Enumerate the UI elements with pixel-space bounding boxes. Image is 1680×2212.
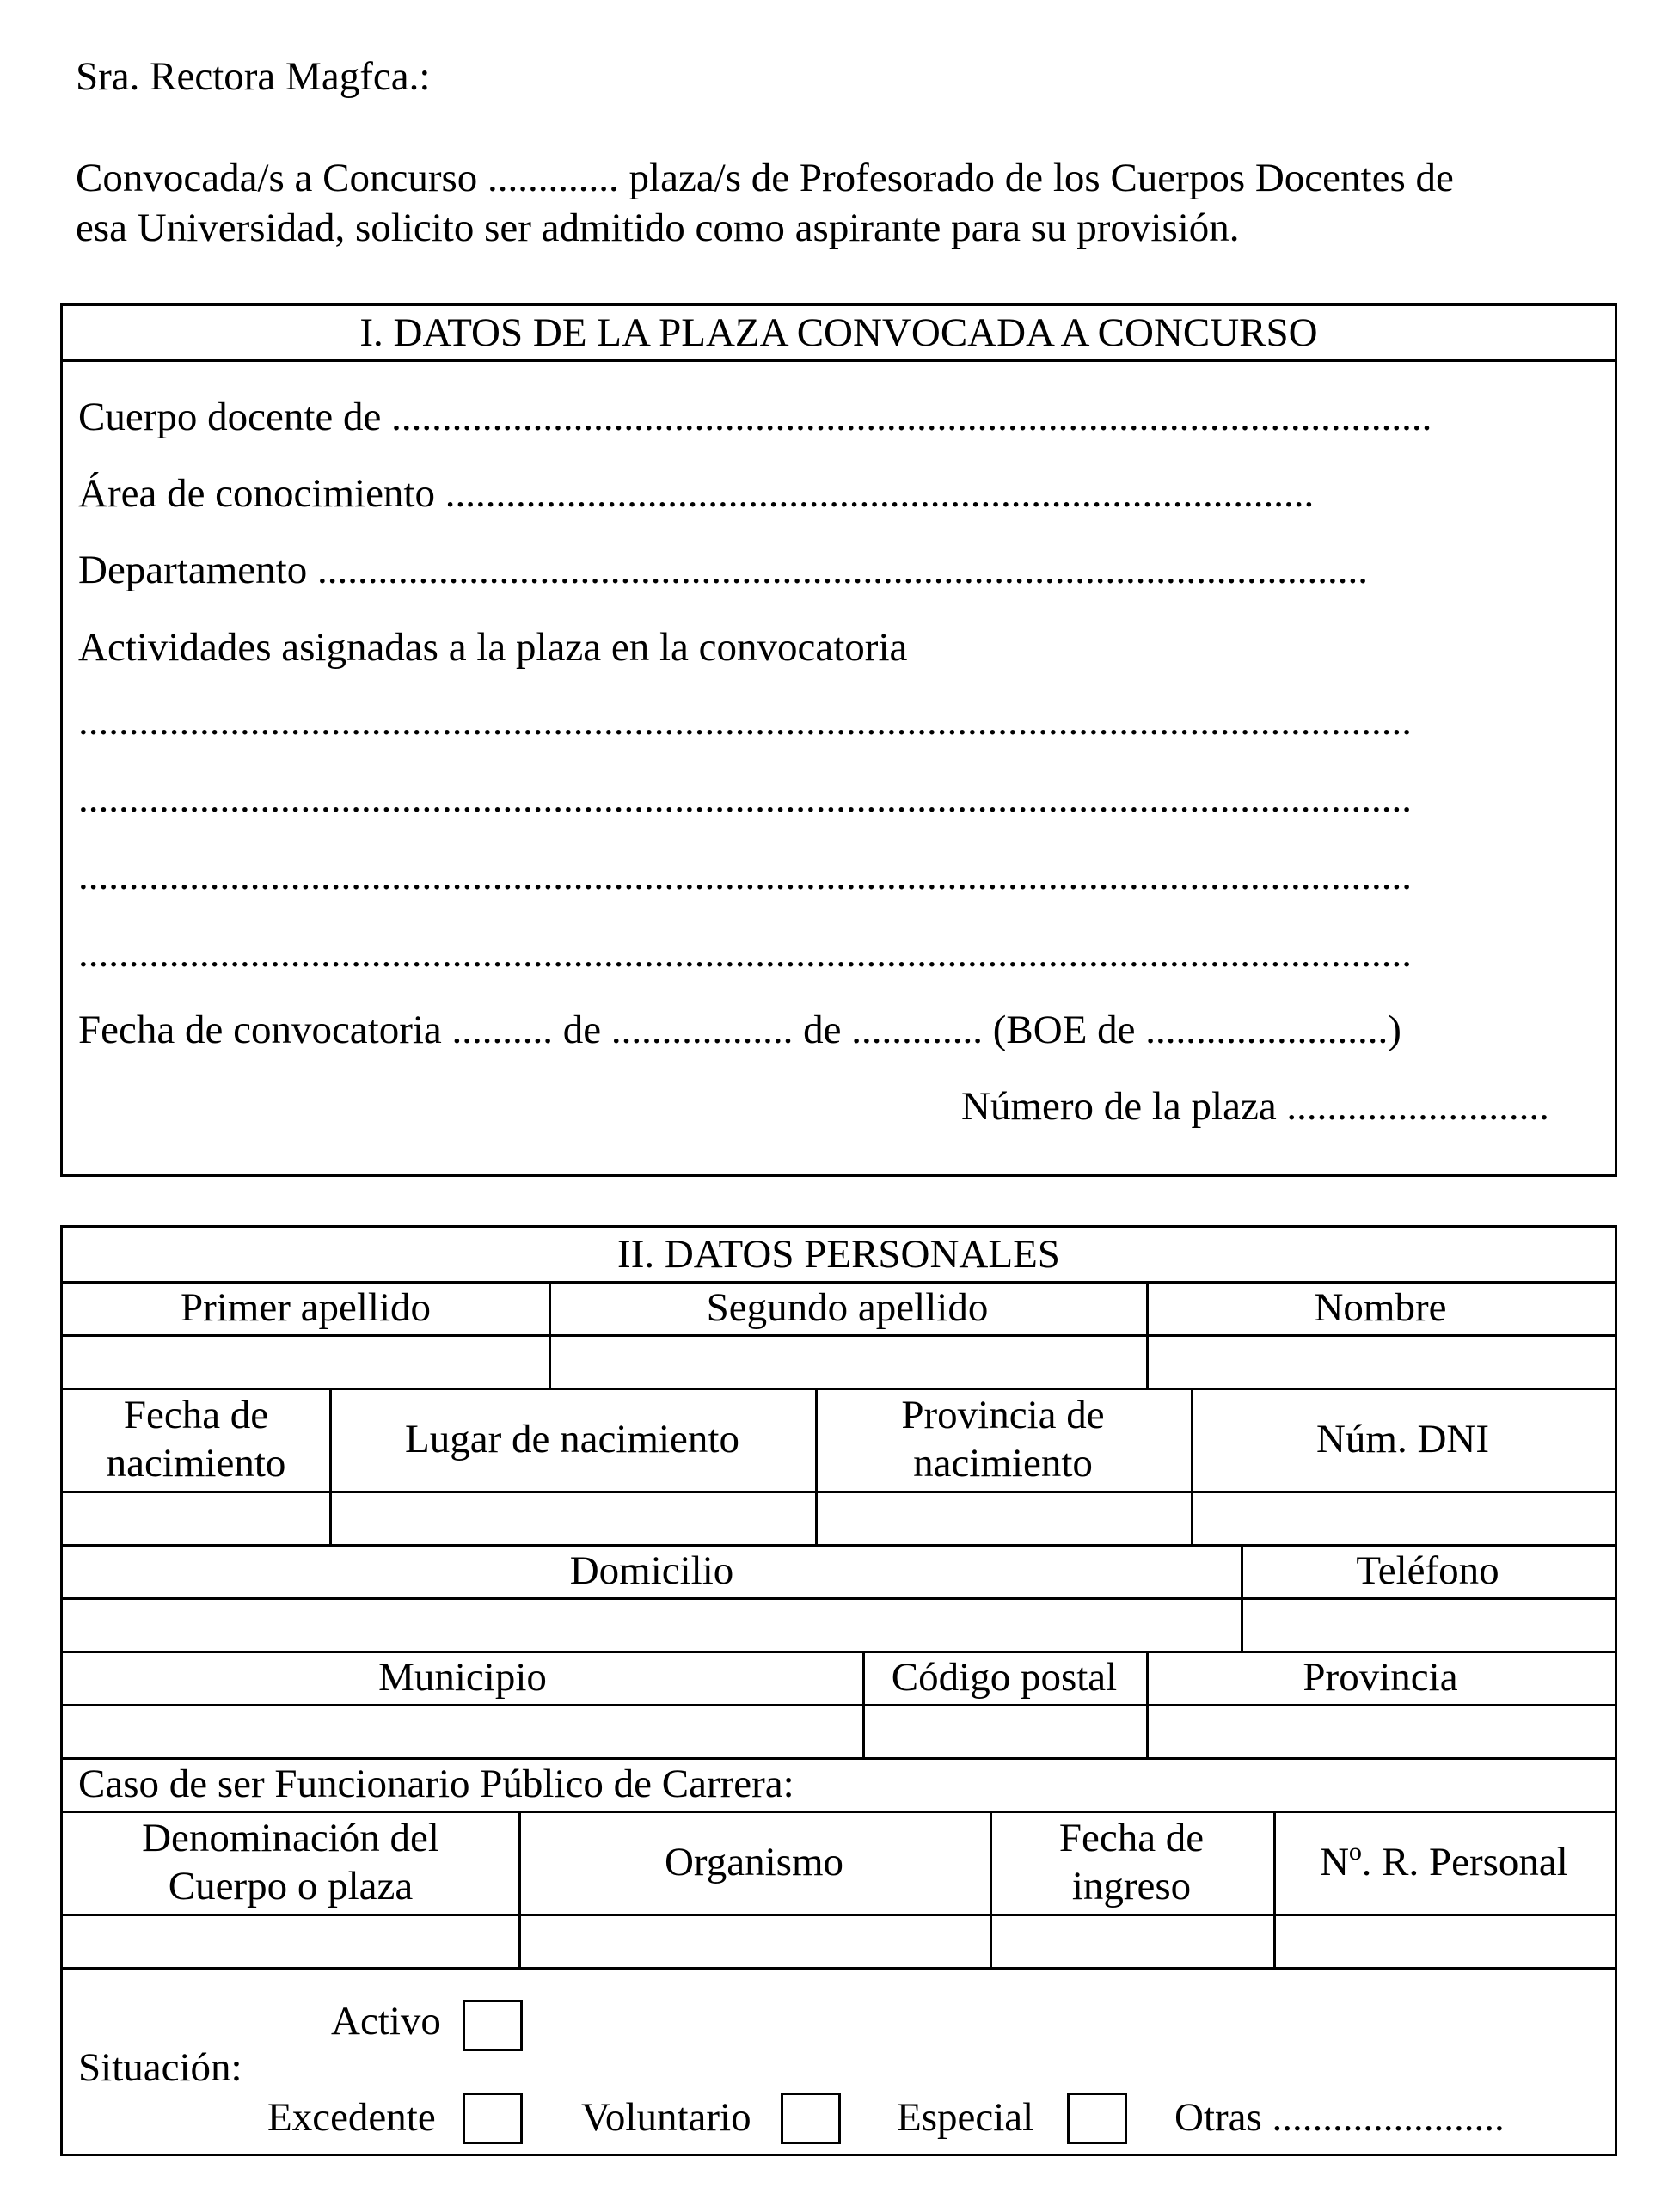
otras-field[interactable]: Otras ....................... <box>1174 2095 1505 2140</box>
numero-plaza-field[interactable]: Número de la plaza .......................... <box>961 1084 1549 1129</box>
cuerpo-docente-field[interactable]: Cuerpo docente de ....................................................................................................... <box>78 395 1432 439</box>
nro-personal-label: Nº. R. Personal <box>1320 1840 1568 1884</box>
telefono-label: Teléfono <box>1356 1548 1499 1593</box>
situacion-label: Situación: <box>78 2045 242 2090</box>
municipio-label: Municipio <box>378 1655 547 1700</box>
provincia-input[interactable] <box>1146 1704 1615 1757</box>
denominacion-label <box>63 1811 518 1914</box>
codigo-postal-input[interactable] <box>862 1704 1146 1757</box>
salutation: Sra. Rectora Magfca.: <box>76 54 431 99</box>
provincia-nacimiento-label-1: Provincia de <box>901 1393 1105 1437</box>
domicilio-label: Domicilio <box>569 1548 734 1593</box>
provincia-nacimiento-label <box>815 1388 1191 1491</box>
actividades-line-3[interactable]: .................................................................................................................................... <box>78 854 1412 898</box>
actividades-label: Actividades asignadas a la plaza en la convocatoria <box>78 625 908 670</box>
fecha-nacimiento-label-1: Fecha de <box>123 1393 269 1437</box>
section-personal-data <box>60 1225 1617 2156</box>
segundo-apellido-label: Segundo apellido <box>706 1285 989 1330</box>
fecha-nacimiento-input[interactable] <box>63 1491 329 1544</box>
nombre-input[interactable] <box>1146 1334 1615 1388</box>
provincia-nacimiento-input[interactable] <box>815 1491 1191 1544</box>
domicilio-input[interactable] <box>63 1597 1241 1651</box>
departamento-field[interactable]: Departamento ........................................................................................................ <box>78 548 1368 592</box>
funcionario-label: Caso de ser Funcionario Público de Carrera: <box>78 1762 794 1806</box>
voluntario-checkbox[interactable] <box>781 2093 841 2144</box>
actividades-line-1[interactable]: .................................................................................................................................... <box>78 699 1412 744</box>
nro-personal-input[interactable] <box>1273 1914 1615 1967</box>
fecha-nacimiento-label-2: nacimiento <box>106 1441 286 1486</box>
section1-title: I. DATOS DE LA PLAZA CONVOCADA A CONCURSO <box>63 306 1615 362</box>
dni-label: Núm. DNI <box>1315 1417 1490 1461</box>
actividades-line-2[interactable]: .................................................................................................................................... <box>78 776 1412 821</box>
activo-checkbox[interactable] <box>463 2000 523 2051</box>
activo-label: Activo <box>331 1999 441 2043</box>
fecha-ingreso-input[interactable] <box>990 1914 1273 1967</box>
especial-checkbox[interactable] <box>1067 2093 1127 2144</box>
provincia-nacimiento-label-2: nacimiento <box>913 1441 1093 1486</box>
section2-title: II. DATOS PERSONALES <box>617 1232 1060 1277</box>
area-conocimiento-field[interactable]: Área de conocimiento ...................................................................................... <box>78 471 1315 516</box>
primer-apellido-label: Primer apellido <box>180 1285 432 1330</box>
actividades-line-4[interactable]: .................................................................................................................................... <box>78 931 1412 976</box>
primer-apellido-input[interactable] <box>63 1334 549 1388</box>
provincia-label: Provincia <box>1303 1655 1458 1700</box>
fecha-ingreso-label-2: ingreso <box>1071 1864 1192 1909</box>
municipio-input[interactable] <box>63 1704 862 1757</box>
intro-line-1: Convocada/s a Concurso ............. plaza/s de Profesorado de los Cuerpos Docentes de <box>76 156 1454 200</box>
fecha-ingreso-label <box>990 1811 1273 1914</box>
segundo-apellido-input[interactable] <box>549 1334 1146 1388</box>
lugar-nacimiento-label: Lugar de nacimiento <box>405 1417 739 1461</box>
codigo-postal-label: Código postal <box>891 1655 1118 1700</box>
nombre-label: Nombre <box>1314 1285 1447 1330</box>
denominacion-label-1: Denominación del <box>142 1816 439 1860</box>
excedente-checkbox[interactable] <box>463 2093 523 2144</box>
fecha-nacimiento-label <box>63 1388 329 1491</box>
denominacion-input[interactable] <box>63 1914 518 1967</box>
fecha-ingreso-label-1: Fecha de <box>1058 1816 1205 1860</box>
voluntario-label: Voluntario <box>581 2095 751 2140</box>
fecha-convocatoria-field[interactable]: Fecha de convocatoria .......... de .................. de ............. (BOE de ........................) <box>78 1008 1401 1052</box>
especial-label: Especial <box>897 2095 1034 2140</box>
section-plaza-data <box>60 303 1617 1177</box>
organismo-label: Organismo <box>664 1840 843 1884</box>
telefono-input[interactable] <box>1241 1597 1615 1651</box>
excedente-label: Excedente <box>267 2095 436 2140</box>
organismo-input[interactable] <box>518 1914 990 1967</box>
denominacion-label-2: Cuerpo o plaza <box>168 1864 414 1909</box>
dni-input[interactable] <box>1191 1491 1615 1544</box>
intro-line-2: esa Universidad, solicito ser admitido como aspirante para su provisión. <box>76 205 1240 250</box>
lugar-nacimiento-input[interactable] <box>329 1491 815 1544</box>
